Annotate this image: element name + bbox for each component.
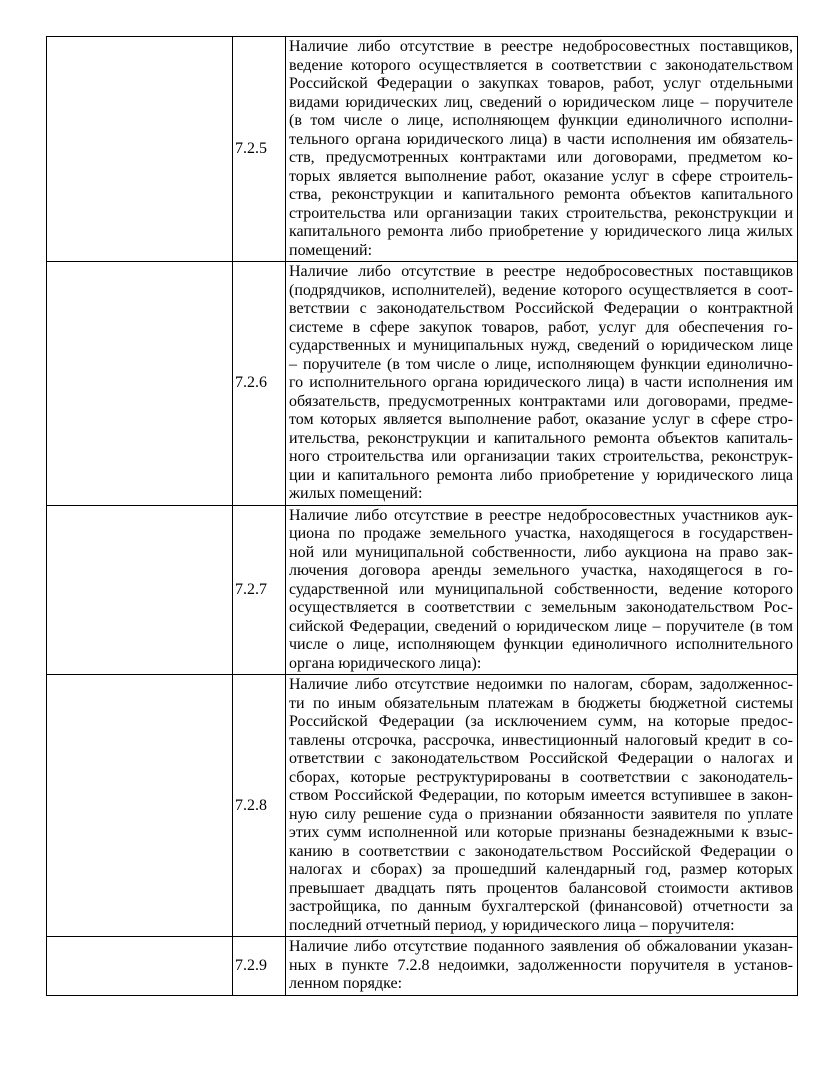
table-row [47,262,798,506]
table-row [47,937,798,996]
item-number-cell [233,937,286,996]
item-number-cell [233,37,286,262]
text-line: жилых помещений: [289,485,423,502]
text-line: осуществляется в соответствии с земельным законодательством Рос- [289,599,793,616]
text-line: превышает двадцать пять процентов балансовой стоимости активов [289,879,793,897]
text-line: канию в соответствии с законодательством Российской Федерации о [289,842,793,860]
text-line: помещений: [289,241,373,259]
text-line: Российской Федерации (за исключением сумм, на которые предос- [289,713,793,730]
text-line: Наличие либо отсутствие поданного заявления об обжаловании указан- [289,938,793,955]
item-number: 7.2.9 [235,956,267,974]
item-number: 7.2.7 [235,580,267,598]
text-line: ной или муниципальной собственности, либо аукциона на право зак- [289,543,793,561]
empty-cell [47,505,233,675]
text-line: – поручителе (в том числе о лице, исполняющем функции единолично- [289,355,793,373]
text-line: последний отчетный период, у юридического лица – поручителя: [289,916,735,934]
text-line: ветствии с законодательством Российской Федерации о контрактной [289,300,793,317]
text-line: системе в сфере закупок товаров, работ, услуг для обеспечения го- [289,318,793,336]
description-cell [286,675,798,937]
text-line: лючения договора аренды земельного участка, находящегося в го- [289,562,793,579]
text-line: строительства или организации таких строительства, реконструкции и [289,204,793,222]
description-cell [286,937,798,996]
table-row [47,37,798,262]
text-line: ительства, реконструкции и капитального ремонта объектов капиталь- [289,429,793,447]
text-line: том которых является выполнение работ, оказание услуг в сфере стро- [289,411,793,428]
text-line: этих сумм исполненной или которые признаны безнадежными к взыс- [289,824,793,841]
text-line: сударственной или муниципальной собственности, ведение которого [289,580,793,598]
empty-cell [47,937,233,996]
empty-cell [47,675,233,937]
item-number: 7.2.8 [235,796,267,814]
text-line: сийской Федерации, сведений о юридическом лице – поручителе (в том [289,617,793,635]
item-number-cell [233,675,286,937]
table-row [47,505,798,675]
text-line: ств, предусмотренных контрактами или договорами, предметом ко- [289,149,793,166]
text-line: ных в пункте 7.2.8 недоимки, задолженности поручителя в установ- [289,956,793,974]
description-cell [286,37,798,262]
text-line: (в том числе о лице, исполняющем функции единоличного исполни- [289,112,793,129]
text-line: Российской Федерации о закупках товаров, работ, услуг отдельными [289,75,793,92]
text-line: сборах, которые реструктурированы в соответствии с законодатель- [289,768,793,786]
item-number-cell [233,505,286,675]
text-line: ства, реконструкции и капитального ремонта объектов капитального [289,186,793,203]
item-number: 7.2.5 [235,140,267,157]
text-line: обязательств, предусмотренных контрактами или договорами, предме- [289,392,793,410]
text-line: налогах и сборах) за прошедший календарный год, размер которых [289,861,793,878]
text-line: ную силу решение суда о признании обязанности заявителя по уплате [289,805,793,823]
text-line: видами юридических лиц, сведений о юридическом лице – поручителе [289,93,793,111]
text-line: Наличие либо отсутствие в реестре недобросовестных поставщиков [289,263,793,280]
requirements-table [46,36,798,996]
text-line: ответствии с законодательством Российской Федерации о налогах и [289,750,793,767]
item-number: 7.2.6 [235,374,267,392]
text-line: тавлены отсрочка, рассрочка, инвестиционный налоговый кредит в со- [289,731,793,749]
text-line: го исполнительного органа юридического лица) в части исполнения им [289,374,793,391]
table-row [47,675,798,937]
text-line: тельного органа юридического лица) в части исполнения им обязатель- [289,130,793,148]
text-line: ведение которого осуществляется в соответствии с законодательством [289,56,793,74]
text-line: числе о лице, исполняющем функции единоличного исполнительного [289,636,793,653]
text-line: Наличие либо отсутствие в реестре недобросовестных участников аук- [289,506,793,524]
description-cell [286,262,798,506]
text-line: капитального ремонта либо приобретение у юридического лица жилых [289,223,793,240]
description-cell [286,505,798,675]
text-line: ством Российской Федерации, по которым имеется вступившее в закон- [289,787,793,804]
text-line: ции и капитального ремонта либо приобретение у юридического лица [289,466,793,484]
text-line: ти по иным обязательным платежам в бюджеты бюджетной системы [289,694,793,712]
text-line: циона по продаже земельного участка, находящегося в государствен- [289,525,793,542]
text-line: ленном порядке: [289,975,403,992]
text-line: застройщика, по данным бухгалтерской (финансовой) отчетности за [289,898,793,915]
text-line: торых является выполнение работ, оказание услуг в сфере строитель- [289,167,793,185]
text-line: Наличие либо отсутствие в реестре недобросовестных поставщиков, [289,38,793,55]
table-body [47,37,798,996]
text-line: сударственных и муниципальных нужд, сведений о юридическом лице [289,337,793,354]
empty-cell [47,262,233,506]
text-line: ного строительства или организации таких строительства, реконструк- [289,448,793,465]
empty-cell [47,37,233,262]
text-line: (подрядчиков, исполнителей), ведение которого осуществляется в соот- [289,281,793,299]
item-number-cell [233,262,286,506]
text-line: органа юридического лица): [289,654,482,672]
text-line: Наличие либо отсутствие недоимки по налогам, сборам, задолженнос- [289,676,793,693]
